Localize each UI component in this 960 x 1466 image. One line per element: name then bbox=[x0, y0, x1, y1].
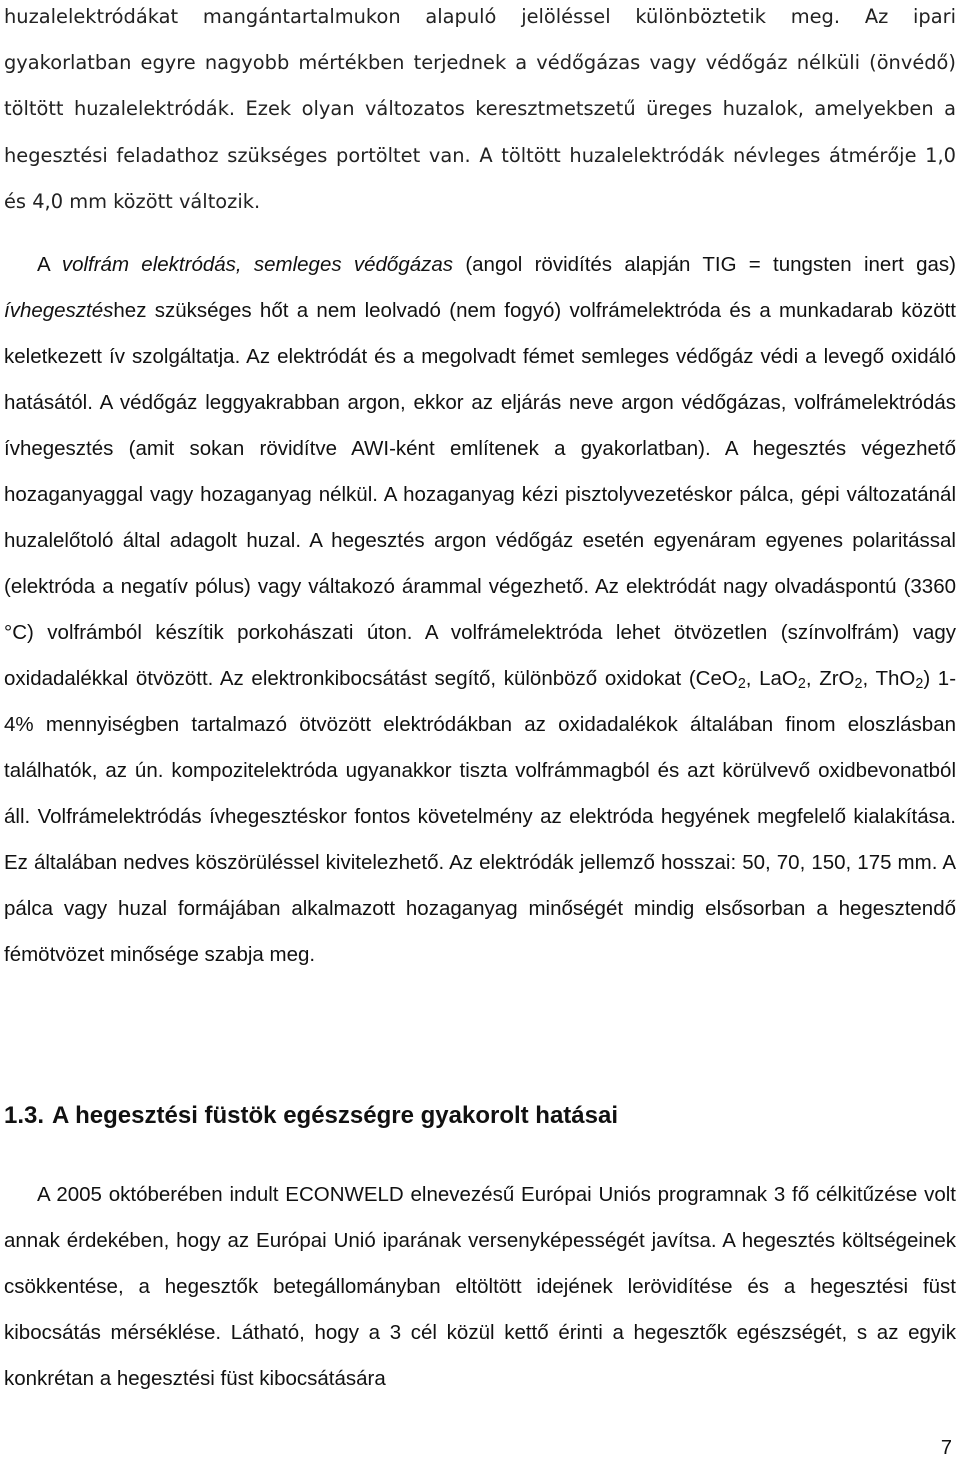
subscript: 2 bbox=[854, 676, 863, 692]
subscript: 2 bbox=[915, 676, 924, 692]
text-run: hez szükséges hőt a nem leolvadó (nem fogyó) volfrámelektróda és a munkadarab között keletkezett ív szolgáltatja. Az elektródát és a megolvadt fémet semleges védőgáz védi a levegő oxidáló hatásától. A védőgáz leggyakrabban argon, ekkor az eljárás neve argon védőgázas, volfrámelektródás ívhegesztés (amit sokan rövidítve AWI-ként említenek a gyakorlatban). A hegesztés végezhető hozaganyaggal vagy hozaganyag nélkül. A hozaganyag kézi pisztolyvezetéskor pálca, gépi változatánál huzalelőtoló által adagolt huzal. A hegesztés argon védőgáz esetén egyenáram egyenes polaritással (elektróda a negatív pólus) vagy váltakozó árammal végezhető. Az elektródát nagy olvadáspontú (3360 °C) volfrámból készítik porkohászati úton. A volfrámelektróda lehet ötvözetlen (színvolfrám) vagy oxidadalékkal ötvözött. Az elektronkibocsátást segítő, különböző oxidokat (CeO bbox=[4, 299, 956, 690]
subscript: 2 bbox=[797, 676, 806, 692]
paragraph-econweld: A 2005 októberében indult ECONWELD elnevezésű Európai Uniós programnak 3 fő célkitűzése volt annak érdekében, hogy az Európai Unió iparának versenyképességét javítsa. A hegesztés költségeinek csökkentése, a hegesztők betegállományban eltöltött idejének lerövidítése és a hegesztési füst kibocsátás mérséklése. Látható, hogy a 3 cél közül kettő érinti a hegesztők egészségét, s az egyik konkrétan a hegesztési füst kibocsátására bbox=[4, 1183, 956, 1390]
italic-term-tungsten-electrode: volfrám elektródás, semleges védőgázas bbox=[61, 253, 454, 276]
section-heading bbox=[4, 1102, 956, 1130]
paragraph-tig-welding bbox=[4, 242, 956, 978]
italic-term-arc-welding: ívhegesztés bbox=[4, 299, 114, 322]
subscript: 2 bbox=[737, 676, 746, 692]
text-run: ) 1-4% mennyiségben tartalmazó ötvözött elektródákban az oxidadalékok általában finom eloszlásban találhatók, az ún. kompozitelektróda ugyanakkor tiszta volfrámmagból és azt körülvevő oxidbevonatból áll. Volfrámelektródás ívhegesztéskor fontos követelmény az elektróda hegyének megfelelő kialakítása. Ez általában nedves köszörüléssel kivitelezhető. Az elektródák jellemző hosszai: 50, 70, 150, 175 mm. A pálca vagy huzal formájában alkalmazott hozaganyag minőségét mindig elsősorban a hegesztendő fémötvözet minősége szabja meg. bbox=[4, 667, 957, 966]
text-run: A bbox=[37, 253, 62, 276]
section-title: A hegesztési füstök egészségre gyakorolt hatásai bbox=[52, 1102, 619, 1129]
text-run: , ZrO bbox=[805, 667, 855, 690]
section-number: 1.3. bbox=[4, 1102, 45, 1129]
text-run: , ThO bbox=[862, 667, 916, 690]
paragraph-flux-cored-wires: huzalelektródákat mangántartalmukon alapuló jelöléssel különböztetik meg. Az ipari gyakorlatban egyre nagyobb mértékben terjednek a védőgázas vagy védőgáz nélküli (önvédő) töltött huzalelektródák. Ezek olyan változatos keresztmetszetű üreges huzalok, amelyekben a hegesztési feladathoz szükséges portöltet van. A töltött huzalelektródák névleges átmérője 1,0 és 4,0 mm között változik. bbox=[4, 5, 956, 213]
text-run: (angol rövidítés alapján TIG = tungsten inert gas) bbox=[453, 253, 957, 276]
text-run: , LaO bbox=[745, 667, 798, 690]
page-number: 7 bbox=[940, 1437, 952, 1459]
